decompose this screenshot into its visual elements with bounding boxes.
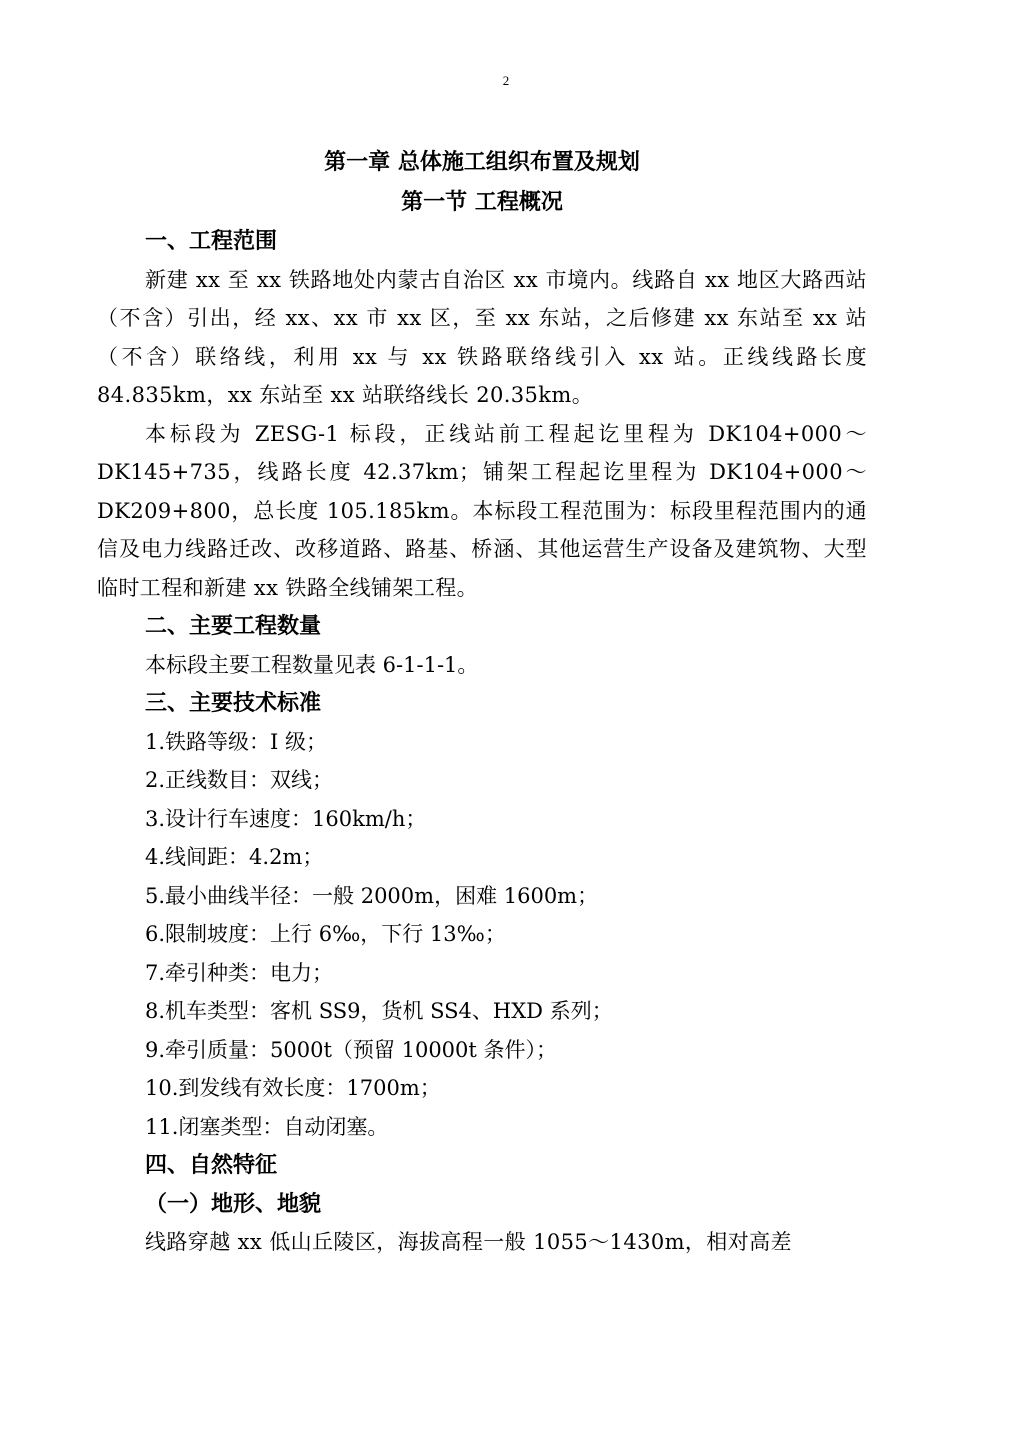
standard-item: 4.线间距：4.2m； <box>145 845 324 869</box>
standard-item: 9.牵引质量：5000t（预留 10000t 条件）； <box>145 1037 558 1062</box>
standards-list <box>97 723 867 1147</box>
quantities-paragraph: 本标段主要工程数量见表 6-1-1-1。 <box>145 652 479 677</box>
chapter-title: 第一章 总体施工组织布置及规划 <box>324 149 640 175</box>
standard-item: 2.正线数目：双线； <box>145 768 334 792</box>
standard-item: 5.最小曲线半径：一般 2000m，困难 1600m； <box>145 883 599 908</box>
heading-scope: 一、工程范围 <box>145 228 278 254</box>
standard-item: 7.牵引种类：电力； <box>145 960 334 985</box>
scope-paragraph-2: 本标段为 ZESG-1 标段，正线站前工程起讫里程为 DK104+000～DK145+735，线路长度 42.37km；铺架工程起讫里程为 DK104+000～DK209+800，总长度 105.185km。本标段工程范围为：标段里程范围内的通信及电力线路迁改、改移道路、路基、桥涵、其他运营生产设备及建筑物、大型临时工程和新建 xx 铁路全线铺架工程。 <box>97 421 867 600</box>
standard-item: 11.闭塞类型：自动闭塞。 <box>145 1114 389 1139</box>
standard-item: 1.铁路等级：I 级； <box>145 729 328 754</box>
standard-item: 8.机车类型：客机 SS9，货机 SS4、HXD 系列； <box>145 999 613 1023</box>
standard-item: 3.设计行车速度：160km/h； <box>145 806 427 831</box>
heading-standards: 三、主要技术标准 <box>145 690 322 716</box>
terrain-paragraph: 线路穿越 xx 低山丘陵区，海拔高程一般 1055～1430m，相对高差 <box>145 1230 792 1254</box>
standard-item: 10.到发线有效长度：1700m； <box>145 1076 441 1100</box>
page-number: 2 <box>502 73 510 88</box>
heading-quantities: 二、主要工程数量 <box>145 613 322 639</box>
subheading-terrain: （一）地形、地貌 <box>145 1190 322 1217</box>
standard-item: 6.限制坡度：上行 6‰，下行 13‰； <box>145 922 506 946</box>
heading-nature: 四、自然特征 <box>145 1152 278 1178</box>
section-title: 第一节 工程概况 <box>401 189 563 215</box>
scope-paragraph-1: 新建 xx 至 xx 铁路地处内蒙古自治区 xx 市境内。线路自 xx 地区大路西站（不含）引出，经 xx、xx 市 xx 区，至 xx 东站，之后修建 xx 东站至 xx 站（不含）联络线，利用 xx 与 xx 铁路联络线引入 xx 站。正线线路长度 84.835km，xx 东站至 xx 站联络线长 20.35km。 <box>97 267 867 407</box>
document-body <box>97 140 867 1262</box>
